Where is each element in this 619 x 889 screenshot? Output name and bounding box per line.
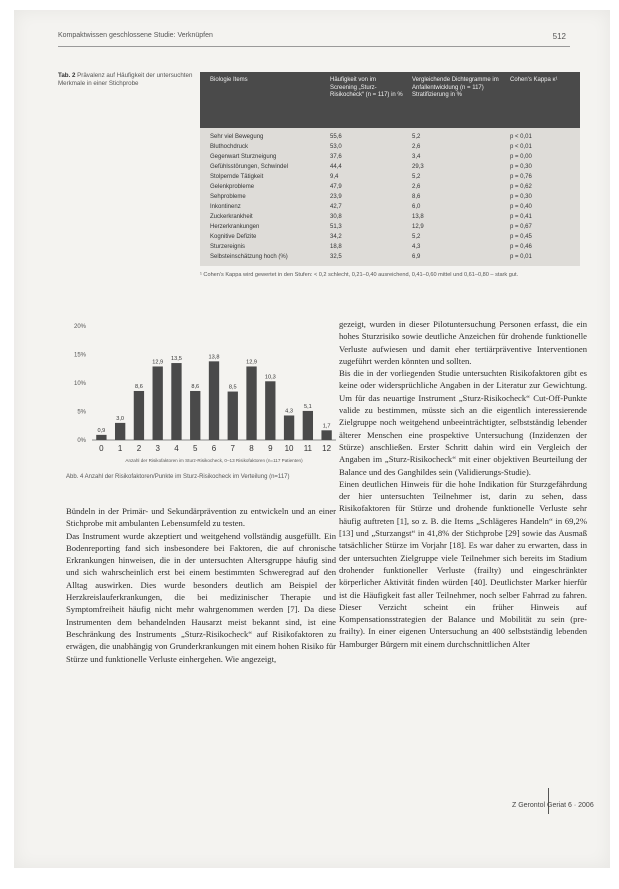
- bar-value-label: 0,9: [97, 427, 106, 434]
- table-cell: 12,9: [412, 224, 424, 230]
- chart-bar: [190, 391, 200, 440]
- y-tick-label: 5%: [77, 409, 86, 416]
- table-cell: Sturzereignis: [210, 244, 246, 250]
- table-header-cell: Biologie Items: [210, 77, 248, 83]
- table-cell: p = 0,40: [510, 204, 532, 210]
- bar-value-label: 8,5: [228, 384, 237, 391]
- running-head: Kompaktwissen geschlossene Studie: Verknüpfen: [58, 32, 213, 39]
- bar-value-label: 13,8: [208, 354, 220, 361]
- table-cell: 34,2: [330, 234, 342, 240]
- chart-bar: [134, 391, 144, 440]
- bar-value-label: 12,9: [246, 359, 257, 366]
- chart-bar: [115, 423, 125, 440]
- table-cell: Zuckerkrankheit: [210, 214, 253, 220]
- header-rule: [58, 46, 570, 47]
- table-header: [200, 72, 580, 128]
- table-cell: 55,6: [330, 134, 342, 140]
- x-tick-label: 0: [99, 444, 104, 453]
- table-cell: p = 0,30: [510, 194, 532, 200]
- y-tick-label: 0%: [77, 438, 86, 444]
- table-cell: Gegenwart Sturzneigung: [210, 154, 277, 160]
- table-cell: 53,0: [330, 144, 342, 150]
- table-cell: 6,9: [412, 254, 421, 260]
- table-cell: p = 0,00: [510, 154, 532, 160]
- chart-bar: [96, 435, 106, 440]
- bar-value-label: 5,1: [303, 403, 312, 410]
- table-cell: 37,6: [330, 154, 342, 160]
- table-cell: p = 0,45: [510, 234, 532, 240]
- table-row: [200, 182, 580, 192]
- table-cell: p < 0,01: [510, 144, 532, 150]
- bar-value-label: 10,3: [264, 374, 276, 381]
- table-cell: Stolpernde Tätigkeit: [210, 174, 264, 180]
- table-body: [200, 128, 580, 266]
- table-cell: 9,4: [330, 174, 339, 180]
- x-tick-label: 5: [193, 444, 198, 453]
- table-header-cell: Cohen's Kappa κ¹: [510, 77, 558, 83]
- chart-bar: [246, 366, 256, 440]
- table-cell: Inkontinenz: [210, 204, 241, 210]
- table-cell: 6,0: [412, 204, 421, 210]
- table-cell: 5,2: [412, 174, 421, 180]
- body-paragraph: Einen deutlichen Hinweis für die hohe Indikation für Sturzgefährdung der hier untersuchten Teilnehmer ist, darin zu sehen, dass Risikofaktoren für Stürze und drohende funktionelle Verluste sehr häufig auftreten [1], so z. B. die Items „Schlägeres Handeln“ in 69,2% [13] und „Sturzangst“ in 41,8% der Stichprobe [29] sowie das Ausmaß tatsächlicher Stürze im Vorjahr [18]. Es war daher zu erwarten, dass in der untersuchten Zielgruppe viele Teilnehmer sich bereits im Stadium drohender funktioneller Verluste (frailty) und eingeschränkter körperlicher Aktivität finden würden [40]. Deutlichster Marker hierfür ist die Häufigkeit fast aller Teilnehmer, noch selber Fahrrad zu fahren. Dieser Verzicht scheint ein früher Hinweis auf Kompensationsstrategien der Balance und Mobilität zu sein (pre-frailty). In einer eigenen Untersuchung an 400 selbstständig lebenden Hamburger Bürgern mit einem durchschnittlichen Alter: [339, 478, 587, 649]
- body-paragraph: Bis die in der vorliegenden Studie untersuchten Risikofaktoren gibt es keine oder widersprüchliche Angaben in der Literatur zur Gewichtung. Um für das neuartige Instrument „Sturz-Risikocheck“ Cut-Off-Punkte valide zu bestimmen, müsste sich an die eigentlich interessierende Zielgruppe noch weitgehend unbeeinträchtigter, selbstständig lebender älterer Menschen eine prospektive Untersuchung (Inzidenzen der Stürze) anschließen. Erster Schritt dahin wird ein Vergleich der Angaben im „Sturz-Risikocheck“ mit einer objektiven Beurteilung der Balance und des Ganghildes sein (Validierungs-Studie).: [339, 368, 587, 477]
- table-header-cell: Häufigkeit von im Screening „Sturz-Risikocheck“ (n = 117) in %: [330, 77, 403, 98]
- table-cell: 29,3: [412, 164, 424, 170]
- y-tick-label: 20%: [73, 324, 86, 330]
- table-row: [200, 222, 580, 232]
- table-cell: 8,6: [412, 194, 421, 200]
- table-cell: p = 0,01: [510, 254, 532, 260]
- table-cell: 30,8: [330, 214, 342, 220]
- risk-factor-bar-chart: [66, 318, 348, 468]
- chart-bar: [171, 363, 181, 440]
- table-cell: 2,6: [412, 184, 421, 190]
- chart-bar: [284, 415, 294, 440]
- x-tick-label: 3: [155, 444, 160, 453]
- x-tick-label: 8: [249, 444, 254, 453]
- x-tick-label: 4: [174, 444, 179, 453]
- table-cell: Sehr viel Bewegung: [210, 134, 264, 140]
- table-cell: 3,4: [412, 154, 421, 160]
- y-tick-label: 10%: [73, 381, 86, 387]
- table-cell: p < 0,01: [510, 134, 532, 140]
- table-cell: 47,9: [330, 184, 342, 190]
- x-tick-label: 6: [211, 444, 217, 453]
- table-caption-text: Prävalenz auf Häufigkeit der untersuchten Merkmale in einer Stichprobe: [58, 72, 193, 87]
- x-tick-label: 11: [303, 444, 313, 453]
- chart-bar: [265, 381, 275, 440]
- table-header-cell: Vergleichende Dichtegramme im Anfallentwicklung (n = 117) Stratifizierung in %: [412, 77, 499, 98]
- chart-bar: [321, 430, 331, 440]
- x-tick-label: 2: [136, 444, 142, 453]
- table-cell: 51,3: [330, 224, 342, 230]
- body-paragraph: Das Instrument wurde akzeptiert und weitgehend vollständig ausgefüllt. Ein Bodenreporting fand sich insbesondere bei Faktoren, die auf chronische Erkrankungen hinweisen, die in der untersuchten Altersgruppe häufig sind und sich wahrscheinlich erst bei einem bestimmten Schweregrad auf den Alltag auswirken. Dies wurde besonders deutlich am Beispiel der Herzkreislauferkrankungen, die bei medizinischer Therapie und Symptomfreiheit häufig nicht mehr wahrgenommen werden [7]. Da diese Instrumenten dem behandelnden Hausarzt meist bekannt sind, ist eine Beschränkung des Instruments „Sturz-Risikocheck“ auf Risikofaktoren zu erwägen, die unabhängig von Grunderkrankungen mit einem hohen Risiko für Stürze und funktionelle Verluste einhergehen. Wie angezeigt,: [66, 530, 336, 664]
- table-caption-label: Tab. 2: [58, 72, 76, 79]
- table-cell: 18,8: [330, 244, 342, 250]
- bar-value-label: 4,3: [285, 408, 293, 415]
- bar-value-label: 3,0: [116, 415, 125, 422]
- table-cell: Gefühlsstörungen, Schwindel: [210, 164, 289, 170]
- table-cell: 23,9: [330, 194, 342, 200]
- table-cell: p = 0,67: [510, 224, 532, 230]
- table-cell: p = 0,30: [510, 164, 532, 170]
- body-paragraph: gezeigt, wurden in dieser Pilotuntersuchung Personen erfasst, die ein hohes Sturzrisiko sowie deutliche Anzeichen für drohende funktionelle Verluste aufwiesen und damit eher tertiärpräventive Interventionen zugeführt werden könnten und sollten.: [339, 319, 587, 366]
- table-cell: 44,4: [330, 164, 342, 170]
- table-row: [200, 162, 580, 172]
- bar-value-label: 13,5: [171, 356, 182, 363]
- chart-bar: [153, 366, 163, 440]
- chart-bar: [228, 392, 238, 440]
- footer-rule: [548, 788, 549, 814]
- y-tick-label: 15%: [73, 352, 86, 359]
- table-row: [200, 152, 580, 162]
- table-cell: p = 0,76: [510, 174, 532, 180]
- table-cell: 5,2: [412, 134, 421, 140]
- table-cell: 13,8: [412, 214, 424, 220]
- table-cell: 2,6: [412, 144, 421, 150]
- table-row: [200, 202, 580, 212]
- text-column-left: [66, 505, 336, 665]
- table-cell: Kognitive Defizite: [210, 234, 257, 240]
- table-cell: p = 0,41: [510, 214, 532, 220]
- table-row: [200, 172, 580, 182]
- table-cell: p = 0,62: [510, 184, 532, 190]
- figure-caption: Abb. 4 Anzahl der Risikofaktoren/Punkte im Sturz-Risikocheck im Verteilung (n=117): [66, 474, 290, 480]
- table-cell: Herzerkrankungen: [210, 224, 260, 230]
- table-caption: [58, 72, 194, 88]
- table-row: [200, 252, 580, 262]
- table-cell: 42,7: [330, 204, 342, 210]
- x-tick-label: 7: [230, 444, 235, 453]
- page-number: 512: [552, 32, 566, 41]
- x-tick-label: 1: [117, 444, 123, 453]
- bar-value-label: 1,7: [322, 423, 331, 430]
- x-axis-title: Anzahl der Risikofaktoren im Sturz-Risikocheck, 0–13 Risikofaktoren (n=117 Patienten): [125, 458, 303, 463]
- bar-value-label: 8,6: [191, 383, 200, 390]
- table-cell: 5,2: [412, 234, 421, 240]
- chart-bar: [303, 411, 313, 440]
- table-row: [200, 142, 580, 152]
- table-cell: Gelenkprobleme: [210, 184, 255, 190]
- results-table: [200, 72, 580, 280]
- table-cell: Selbsteinschätzung hoch (%): [210, 254, 288, 260]
- table-row: [200, 242, 580, 252]
- journal-footer: Z Gerontol Geriat 6 · 2006: [512, 802, 594, 809]
- chart-bar: [209, 361, 219, 440]
- bar-value-label: 12,9: [152, 359, 164, 366]
- x-tick-label: 9: [268, 444, 273, 453]
- table-footnote: ¹ Cohen's Kappa wird gewertet in den Stufen: < 0,2 schlecht, 0,21–0,40 ausreichend, 0,41–0,60 mittel und 0,61–0,80 – stark gut.: [200, 272, 519, 278]
- table-cell: p = 0,46: [510, 244, 532, 250]
- x-tick-label: 10: [284, 444, 294, 453]
- body-paragraph: Bündeln in der Primär- und Sekundärprävention zu entwickeln und an einer Stichprobe mit ambulanten Lebensumfeld zu testen.: [66, 506, 336, 529]
- table-cell: Sehprobleme: [210, 194, 246, 200]
- table-cell: 4,3: [412, 244, 421, 250]
- bar-value-label: 8,6: [135, 383, 143, 390]
- table-cell: 32,5: [330, 254, 342, 260]
- document-page: [14, 10, 610, 868]
- table-row: [200, 212, 580, 222]
- table-cell: Bluthochdruck: [210, 144, 249, 150]
- table-row: [200, 192, 580, 202]
- text-column-right: [339, 318, 587, 650]
- table-row: [200, 132, 580, 142]
- table-row: [200, 232, 580, 242]
- x-tick-label: 12: [322, 444, 332, 453]
